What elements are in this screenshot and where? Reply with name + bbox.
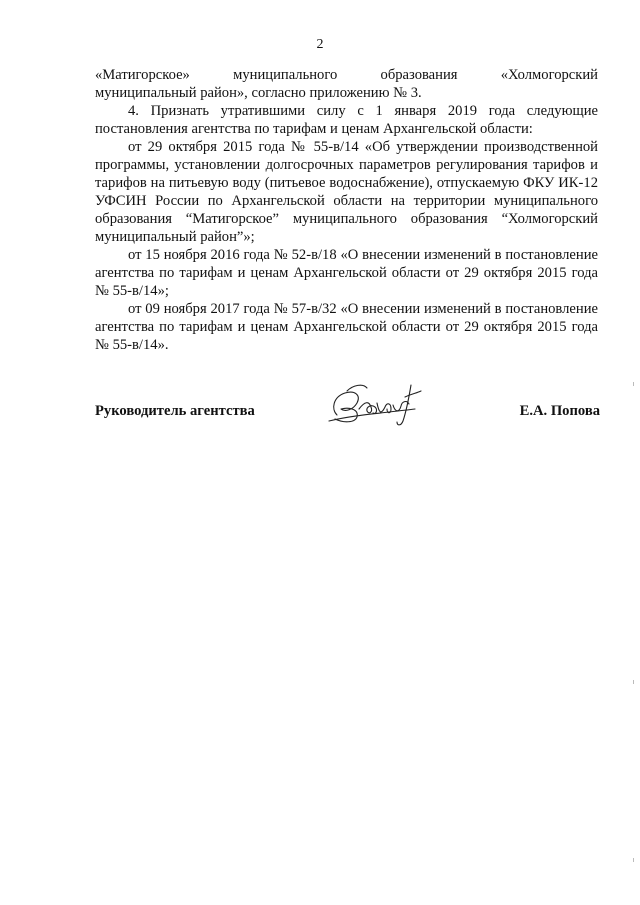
scan-edge-mark [633, 858, 634, 862]
paragraph-resolution-1: от 29 октября 2015 года № 55-в/14 «Об утверждении производственной программы, установлении долгосрочных параметров регулирования тарифов и тарифов на питьевую воду (питьевое водоснабжение), отпускаемую ФКУ ИК-12 УФСИН России по Архангельской области на территории муниципального образования “Матигорское” муниципального образования “Холмогорский муниципальный район”»; [95, 139, 598, 245]
paragraph-resolution-3: от 09 ноября 2017 года № 57-в/32 «О внесении изменений в постановление агентства по тарифам и ценам Архангельской области от 29 октября 2015 года № 55-в/14». [95, 301, 598, 353]
paragraph-resolution-2: от 15 ноября 2016 года № 52-в/18 «О внесении изменений в постановление агентства по тарифам и ценам Архангельской области от 29 октября 2015 года № 55-в/14»; [95, 247, 598, 299]
signature-block [95, 379, 600, 439]
page-number: 2 [316, 37, 324, 52]
text-fragment: «Холмогорский [500, 67, 598, 83]
handwritten-signature [323, 379, 423, 429]
paragraph-1-continuation: муниципальный район», согласно приложению № 3. [95, 85, 422, 101]
scan-edge-mark [633, 680, 634, 684]
paragraph-1-first-line [95, 66, 598, 84]
document-body [95, 66, 598, 354]
signatory-name: Е.А. Попова [519, 403, 600, 419]
text-fragment: «Матигорское» [95, 67, 190, 83]
text-fragment: образования [380, 67, 458, 83]
signatory-title: Руководитель агентства [95, 403, 255, 419]
scan-edge-mark [633, 382, 634, 386]
text-fragment: муниципального [233, 67, 338, 83]
paragraph-item-4: 4. Признать утратившими силу с 1 января 2019 года следующие постановления агентства по тарифам и ценам Архангельской области: [95, 103, 598, 137]
